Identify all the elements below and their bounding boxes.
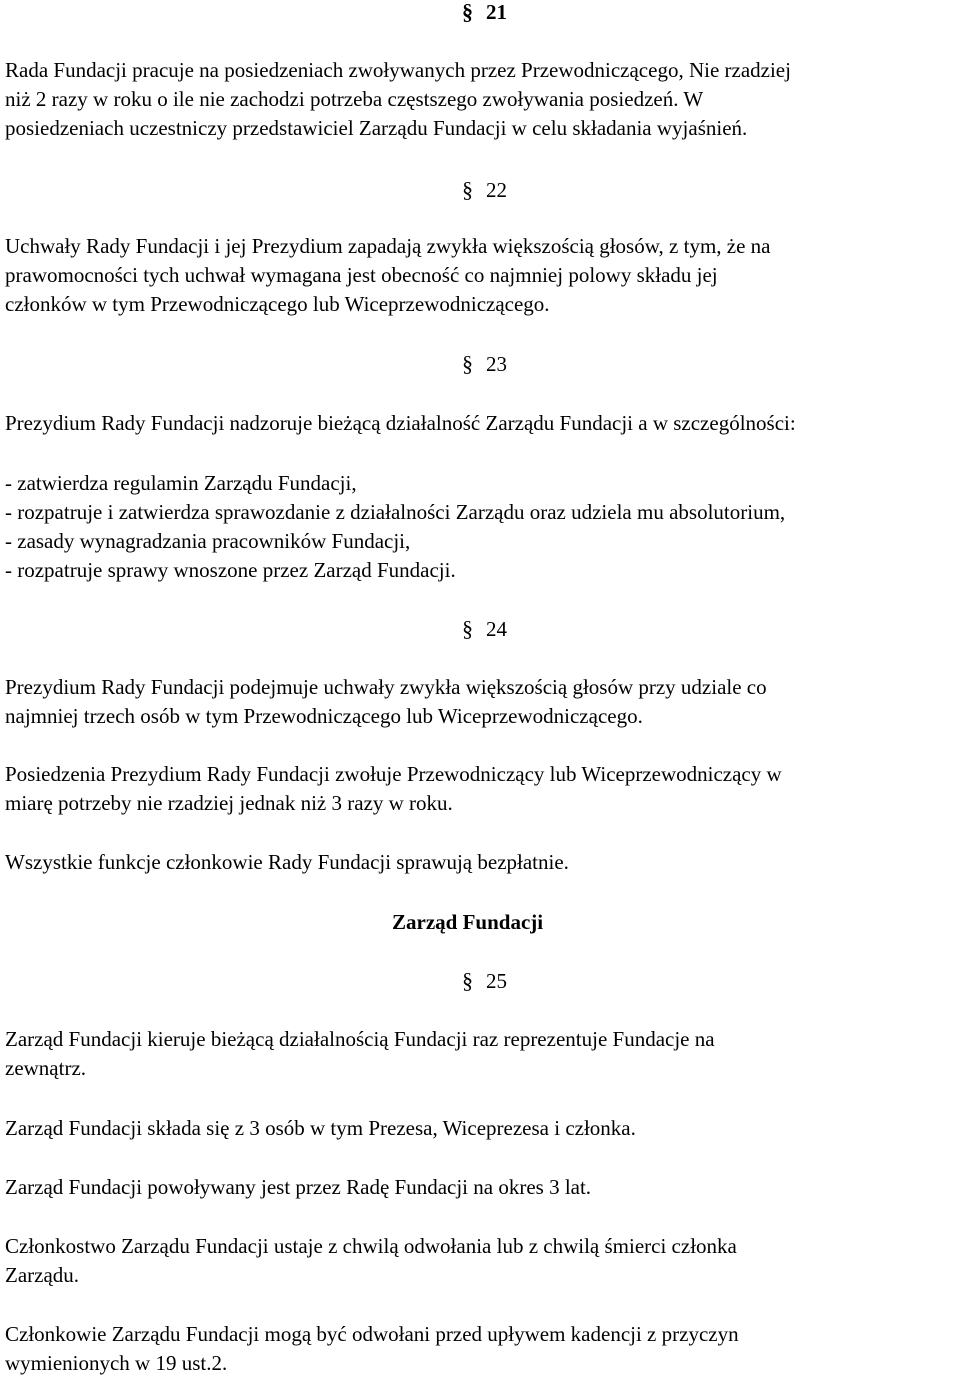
text-line: Prezydium Rady Fundacji nadzoruje bieżącą działalność Zarządu Fundacji a w szczególności:: [5, 411, 796, 435]
paragraph-24-b: [5, 760, 957, 818]
paragraph-25-a: [5, 1025, 957, 1083]
section-mark: §: [462, 968, 473, 993]
section-mark: §: [462, 177, 473, 202]
section-number: 23: [486, 352, 507, 376]
paragraph-23-list: [5, 469, 957, 585]
text-line: Uchwały Rady Fundacji i jej Prezydium zapadają zwykła większością głosów, z tym, że na: [5, 234, 771, 258]
text-line: Prezydium Rady Fundacji podejmuje uchwały zwykła większością głosów przy udziale co: [5, 675, 767, 699]
list-item: - rozpatruje sprawy wnoszone przez Zarząd Fundacji.: [5, 558, 456, 582]
text-line: Członkostwo Zarządu Fundacji ustaje z chwilą odwołania lub z chwilą śmierci członka: [5, 1234, 737, 1258]
paragraph-25-e: [5, 1320, 957, 1378]
text-line: Członkowie Zarządu Fundacji mogą być odwołani przed upływem kadencji z przyczyn: [5, 1322, 739, 1346]
section-number: 22: [486, 178, 507, 202]
text-line: zewnątrz.: [5, 1056, 87, 1080]
paragraph-21: [5, 56, 957, 143]
list-item: - zasady wynagradzania pracowników Fundacji,: [5, 529, 411, 553]
paragraph-24-c: [5, 848, 957, 877]
paragraph-25-b: [5, 1114, 957, 1143]
text-line: Zarządu.: [5, 1263, 80, 1287]
section-number: 21: [486, 0, 507, 24]
text-line: Zarząd Fundacji składa się z 3 osób w tym Prezesa, Wiceprezesa i członka.: [5, 1116, 636, 1140]
paragraph-22: [5, 232, 957, 319]
text-line: Zarząd Fundacji powoływany jest przez Radę Fundacji na okres 3 lat.: [5, 1175, 592, 1199]
section-21-heading: [462, 0, 507, 24]
section-22-heading: [462, 178, 507, 202]
list-item: - rozpatruje i zatwierdza sprawozdanie z działalności Zarządu oraz udziela mu absolutorium,: [5, 500, 786, 524]
text-line: najmniej trzech osób w tym Przewodniczącego lub Wiceprzewodniczącego.: [5, 704, 643, 728]
section-23-heading: [462, 352, 507, 376]
section-25-heading: [462, 969, 507, 993]
text-line: Wszystkie funkcje członkowie Rady Fundacji sprawują bezpłatnie.: [5, 850, 569, 874]
paragraph-24-a: [5, 673, 957, 731]
text-line: niż 2 razy w roku o ile nie zachodzi potrzeba częstszego zwoływania posiedzeń. W: [5, 87, 704, 111]
text-line: Zarząd Fundacji kieruje bieżącą działalnością Fundacji raz reprezentuje Fundacje na: [5, 1027, 715, 1051]
section-mark: §: [462, 351, 473, 376]
text-line: Rada Fundacji pracuje na posiedzeniach zwoływanych przez Przewodniczącego, Nie rzadziej: [5, 58, 791, 82]
text-line: posiedzeniach uczestniczy przedstawiciel Zarządu Fundacji w celu składania wyjaśnień.: [5, 116, 748, 140]
text-line: prawomocności tych uchwał wymagana jest obecność co najmniej polowy składu jej: [5, 263, 718, 287]
section-mark: §: [462, 616, 473, 641]
text-line: wymienionych w 19 ust.2.: [5, 1351, 228, 1375]
section-mark: §: [462, 0, 473, 24]
paragraph-25-d: [5, 1232, 957, 1290]
section-24-heading: [462, 617, 507, 641]
list-item: - zatwierdza regulamin Zarządu Fundacji,: [5, 471, 357, 495]
paragraph-25-c: [5, 1173, 957, 1202]
text-line: członków w tym Przewodniczącego lub Wiceprzewodniczącego.: [5, 292, 550, 316]
section-number: 25: [486, 969, 507, 993]
heading-zarzad-fundacji: Zarząd Fundacji: [392, 910, 544, 934]
text-line: miarę potrzeby nie rzadziej jednak niż 3 razy w roku.: [5, 791, 453, 815]
section-number: 24: [486, 617, 507, 641]
paragraph-23-intro: [5, 409, 957, 438]
text-line: Posiedzenia Prezydium Rady Fundacji zwołuje Przewodniczący lub Wiceprzewodniczący w: [5, 762, 782, 786]
